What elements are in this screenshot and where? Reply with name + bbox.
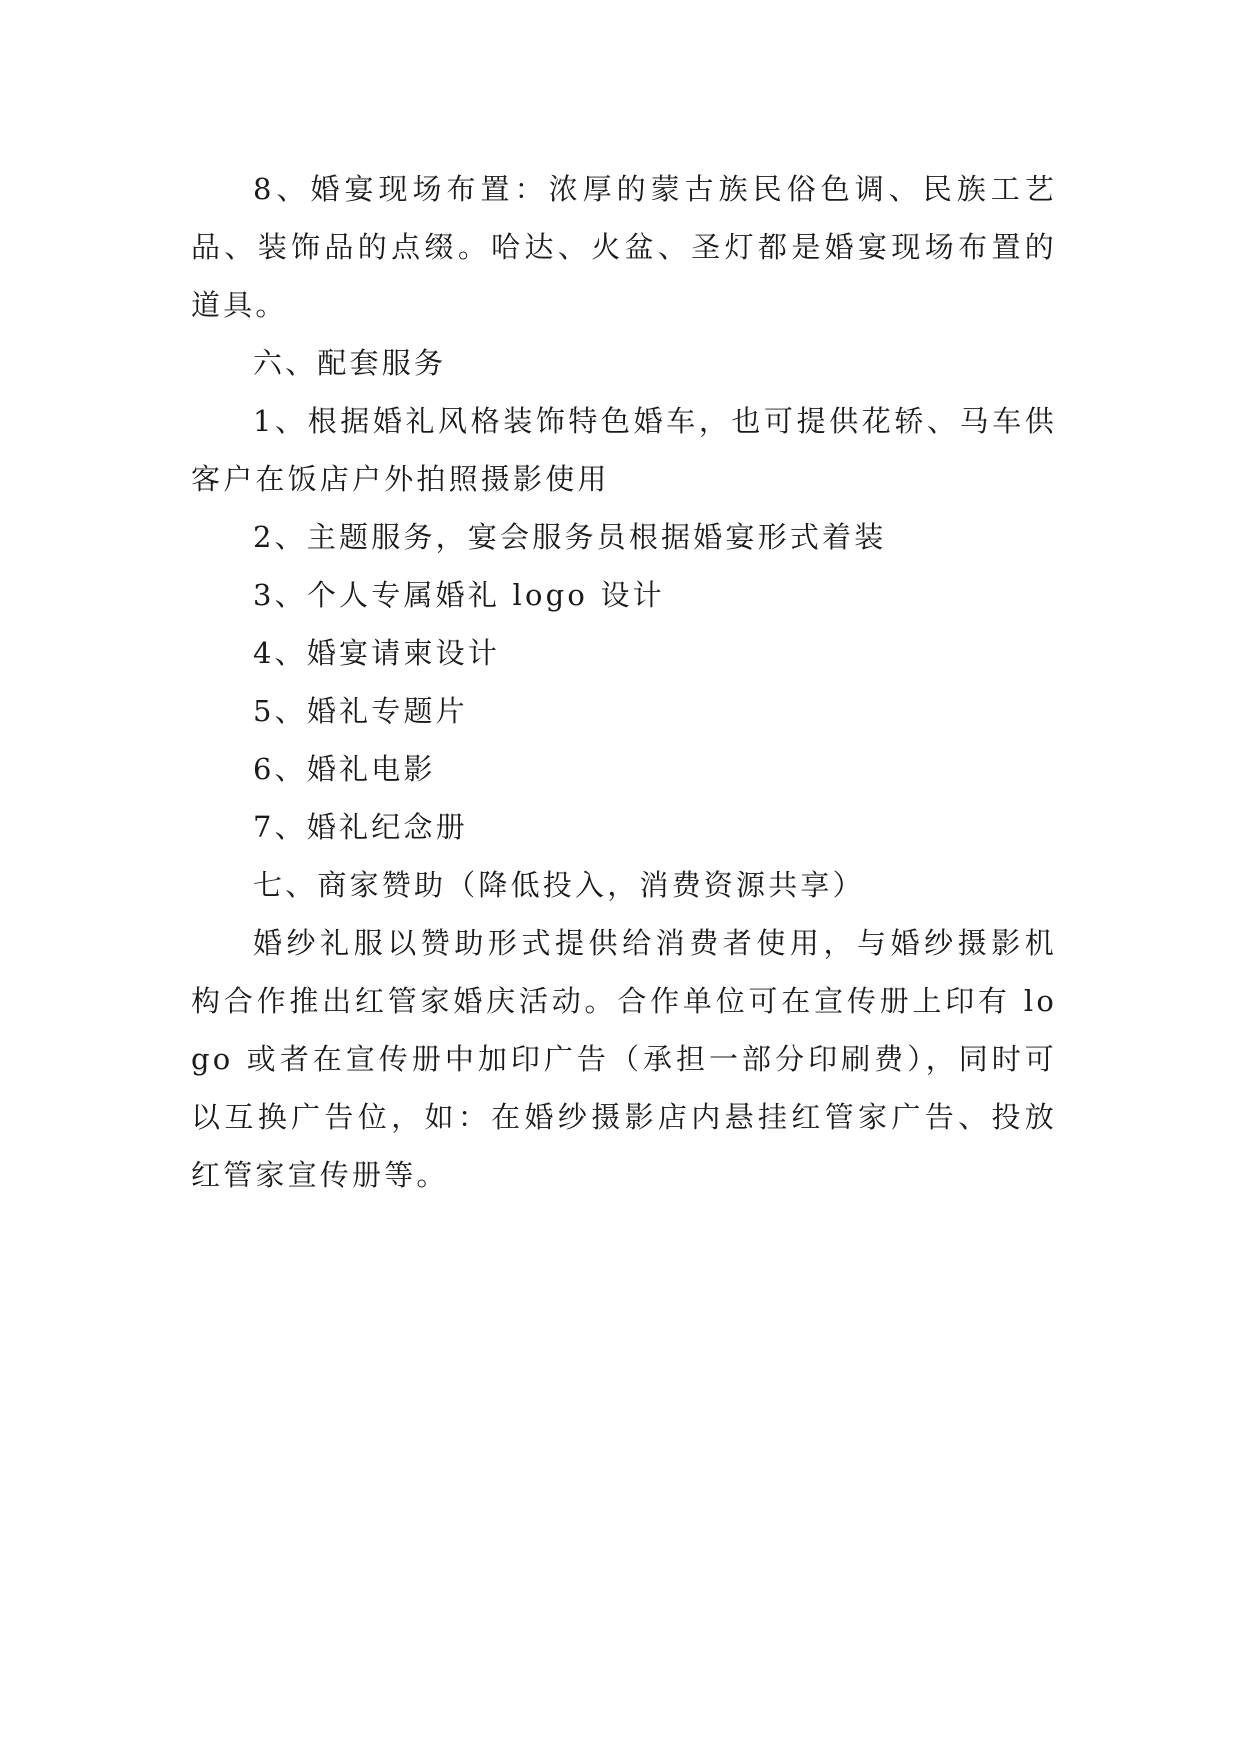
list-item-logo-design: 3、个人专属婚礼 logo 设计 [253, 578, 665, 612]
section-heading-sponsorship: 七、商家赞助（降低投入，消费资源共享） [253, 868, 865, 902]
list-item-wedding-car: 1、根据婚礼风格装饰特色婚车，也可提供花轿、马车供客户在饭店户外拍照摄影使用 [191, 404, 1057, 496]
section-heading-supporting-services: 六、配套服务 [253, 346, 447, 380]
list-item-theme-service: 2、主题服务，宴会服务员根据婚宴形式着装 [253, 520, 887, 554]
list-item-invitation-design: 4、婚宴请柬设计 [253, 636, 501, 670]
paragraph-venue-decoration: 8、婚宴现场布置：浓厚的蒙古族民俗色调、民族工艺品、装饰品的点缀。哈达、火盆、圣灯都是婚宴现场布置的道具。 [191, 172, 1057, 322]
list-item-feature-film: 5、婚礼专题片 [253, 694, 468, 728]
list-item-wedding-album: 7、婚礼纪念册 [253, 810, 468, 844]
document-body [191, 160, 1057, 1204]
paragraph-sponsorship-details: 婚纱礼服以赞助形式提供给消费者使用，与婚纱摄影机构合作推出红管家婚庆活动。合作单位可在宣传册上印有 logo 或者在宣传册中加印广告（承担一部分印刷费），同时可以互换广告位，如：在婚纱摄影店内悬挂红管家广告、投放红管家宣传册等。 [191, 926, 1057, 1192]
list-item-wedding-movie: 6、婚礼电影 [253, 752, 436, 786]
